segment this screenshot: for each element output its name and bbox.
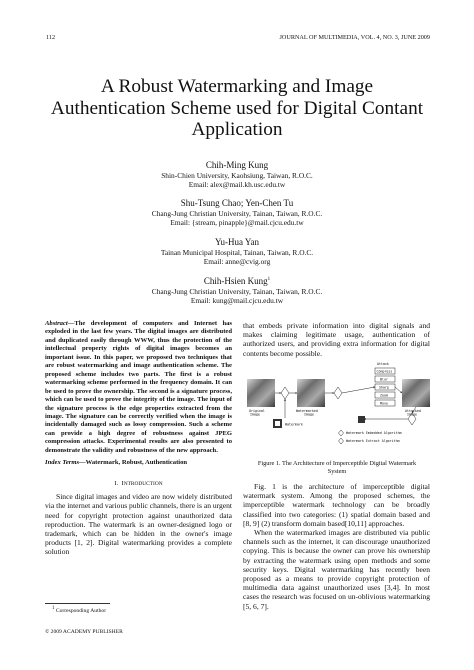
author-name xyxy=(0,274,474,287)
attack-node xyxy=(334,387,342,399)
label-line: Image xyxy=(250,412,260,417)
label-line: Original xyxy=(249,409,265,413)
section-rest: NTRODUCTION xyxy=(123,480,163,487)
original-image-thumbnail xyxy=(247,379,275,407)
architecture-diagram xyxy=(244,358,432,454)
attack-item: Compress xyxy=(376,369,393,374)
attack-list xyxy=(375,368,395,406)
right-column-top xyxy=(243,321,430,358)
abstract xyxy=(45,320,232,455)
footnote-number: 1 xyxy=(52,606,55,611)
footnote xyxy=(52,606,106,614)
paper-title xyxy=(0,76,474,141)
section-number: I. xyxy=(114,479,119,487)
attack-item: Blur xyxy=(380,377,388,382)
author-email: Email: anne@cvig.org xyxy=(203,257,271,267)
watermark-logo-inner xyxy=(275,421,280,426)
footnote-text: Corresponding Author xyxy=(55,607,107,614)
label-line: Image xyxy=(407,412,417,417)
author-affiliation: Chang-Jung Christian University, Tainan, Taiwan, R.O.C. xyxy=(151,209,323,218)
legend-extract-label: Watermark Extract Algorithm xyxy=(346,439,400,443)
title-line: Authentication Scheme used for Digital Contant xyxy=(50,97,424,119)
attacked-image-thumbnail xyxy=(402,379,430,407)
index-terms-label: Index Terms xyxy=(45,459,80,467)
footnote-mark: 1 xyxy=(267,277,271,282)
legend-extract-icon xyxy=(339,438,344,444)
right-column-body xyxy=(243,482,430,611)
abstract-text: —The development of computers and Internet has exploded in the last few years. The digital images are distributed and duplicated easily through WWW, thus the protection of the intellectual property rights of digital images becomes an important issue. In this paper, we proposed two techniques that are robust watermarking and image authentication scheme. The proposed scheme includes two parts. The first is a robust watermarking scheme performed in the frequency domain. It can be used to prove the ownership. The second is a signature process, which can be used to prove the integrity of the image. The input of the signature process is the edge properties extracted from the image. The signature can be correctly verified when the image is incidentally damaged such as lossy compression. Such a scheme can provide a high degree of robustness against JPEG compression attacks. Experimental results are also presented to demonstrate the validity and robustness of the new approach. xyxy=(45,320,232,454)
right-paragraph: Fig. 1 is the architecture of imperceptible digital watermark system. Among the proposed schemes, the imperceptible watermark technology can be broadly classified into two categories: (1) spatial domain based and [8, 9] (2) transform domain based[10,11] approaches. xyxy=(243,482,430,528)
title-line: A Robust Watermarking and Image xyxy=(100,76,374,97)
watermarked-image-label xyxy=(296,409,320,417)
author-block xyxy=(0,237,474,267)
journal-header: JOURNAL OF MULTIMEDIA, VOL. 4, NO. 3, JUNE 2009 xyxy=(279,34,430,41)
left-column xyxy=(45,320,232,557)
index-terms-text: —Watermark, Robust, Authentication xyxy=(79,459,188,467)
section-initial: I xyxy=(121,479,124,487)
label-line: Image xyxy=(304,412,314,417)
author-email: Email: alex@mail.kh.usc.edu.tw xyxy=(188,180,286,190)
extracted-watermark xyxy=(358,416,365,423)
embed-algorithm-node xyxy=(281,387,289,399)
author-affiliation: Chang-Jung Christian University, Tainan, Taiwan, R.O.C. xyxy=(151,287,323,296)
original-image-label xyxy=(249,409,267,417)
attack-label: Attack xyxy=(377,362,389,366)
author-affiliation: Shin-Chien University, Kaohsiung, Taiwan, R.O.C. xyxy=(161,171,313,180)
title-line: Application xyxy=(191,119,283,140)
figure-1 xyxy=(244,358,432,454)
right-top-paragraph: that embeds private information into digital signals and makes claiming legitimate usage, authentication of authorized users, and providing extra information for digital contents become possible. xyxy=(243,321,430,358)
caption-line: Figure 1. The Architecture of Imperceptible Digital Watermark xyxy=(257,460,417,467)
legend-embed-label: Watermark Embedded Algorithm xyxy=(346,431,402,435)
attack-item: Move xyxy=(380,401,388,406)
author-name-text: Chih-Hsien Kung xyxy=(203,276,268,286)
figure-caption xyxy=(243,460,431,476)
copyright-footer: © 2009 ACADEMY PUBLISHER xyxy=(45,629,123,635)
footnote-rule xyxy=(45,603,110,604)
label-line: Attacked xyxy=(405,409,421,413)
legend-embed-icon xyxy=(339,430,344,436)
intro-paragraph: Since digital images and video are now widely distributed via the internet and various public channels, there is an urgent need for copyright protection against unauthorized data reproduction. The watermark is an owner-designed logo or trademark, which can be hidden in the owner's image products [1, 2]. Digital watermarking provides a complete solution xyxy=(45,492,233,557)
caption-line: System xyxy=(327,468,347,475)
author-name: Yu-Hua Yan xyxy=(214,237,259,247)
author-block xyxy=(0,198,474,228)
page-number: 112 xyxy=(46,34,56,41)
right-paragraph: When the watermarked images are distributed via public channels such as the internet, it can discourage unauthorized copying. This is because the owner can prove his ownership by extracting the watermark using open methods and some security keys. Digital watermarking has recently been proposed as a means to provide copyright protection of multimedia data against unauthorized uses [3,4]. In most cases the research was focused on un-oblivious watermarking [5, 6, 7]. xyxy=(243,528,430,611)
watermarked-image-thumbnail xyxy=(297,379,325,407)
author-affiliation: Tainan Municipal Hospital, Tainan, Taiwan, R.O.C. xyxy=(160,248,314,257)
author-name: Chih-Ming Kung xyxy=(205,160,269,170)
label-line: Watermarked xyxy=(296,409,318,413)
watermark-label: Watermark xyxy=(285,422,303,427)
author-block xyxy=(0,160,474,190)
index-terms xyxy=(45,459,232,467)
author-email: Email: {stream, pinapple}@mail.cjcu.edu.tw xyxy=(170,218,304,228)
author-email: Email: kung@mail.cjcu.edu.tw xyxy=(190,296,284,306)
attack-item: Zoom xyxy=(380,393,388,398)
author-name: Shu-Tsung Chao; Yen-Chen Tu xyxy=(180,198,294,208)
attacked-image-label xyxy=(405,409,423,417)
author-block xyxy=(0,274,474,306)
abstract-label: Abstract xyxy=(45,320,68,327)
attack-item: Sharp xyxy=(379,385,389,390)
section-heading xyxy=(45,480,232,488)
